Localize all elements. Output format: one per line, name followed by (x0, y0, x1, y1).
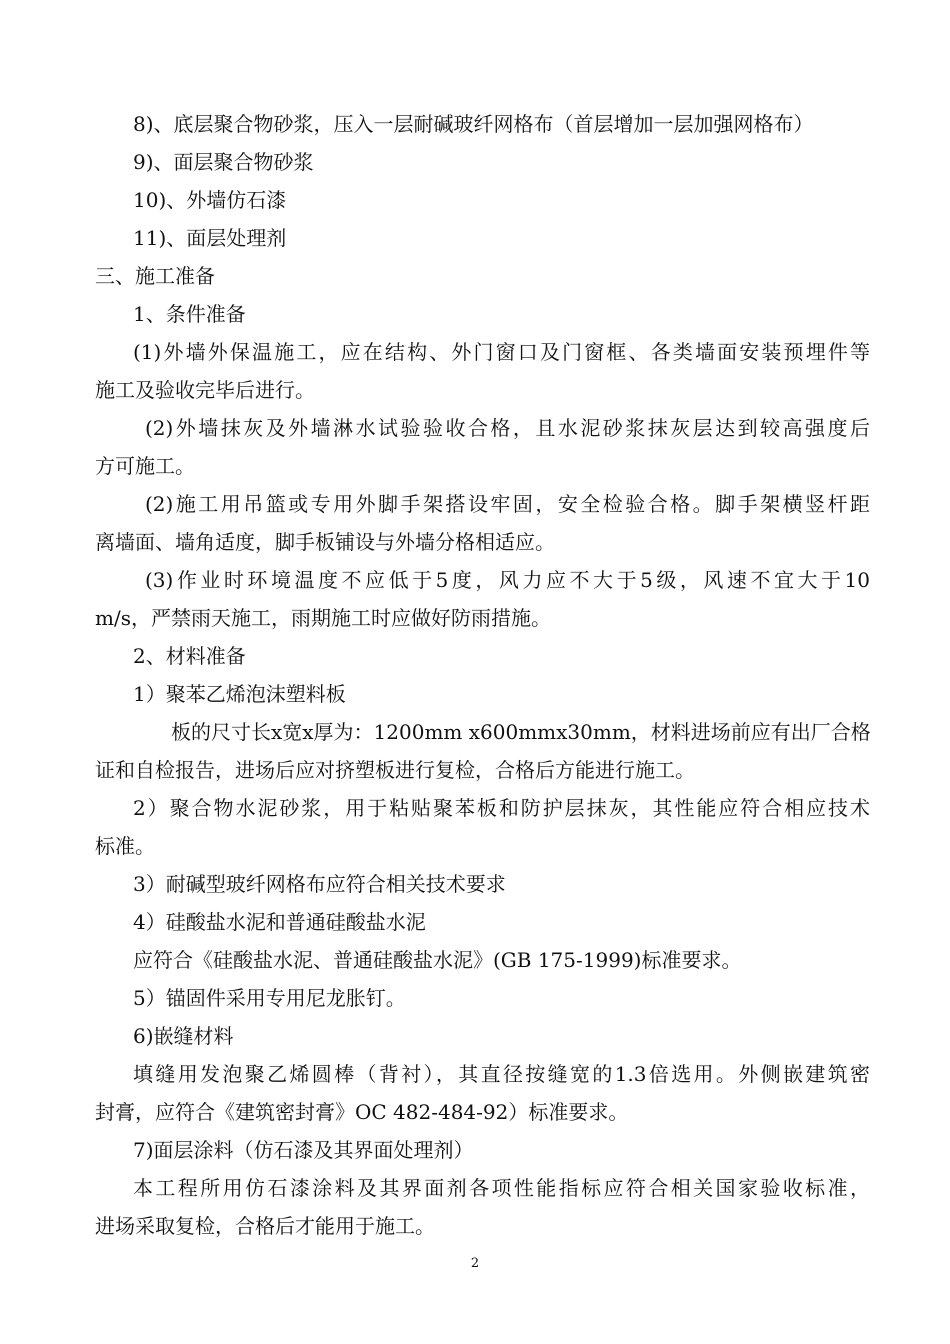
text-line: (3)作业时环境温度不应低于5度，风力应不大于5级，风速不宜大于10 (145, 568, 870, 592)
subsection-heading: 1、条件准备 (133, 302, 246, 326)
text-line: 标准。 (95, 834, 155, 858)
text-line: m/s，严禁雨天施工，雨期施工时应做好防雨措施。 (95, 606, 551, 630)
text-line: 离墙面、墙角适度，脚手板铺设与外墙分格相适应。 (95, 530, 555, 554)
text-line: 7)面层涂料（仿石漆及其界面处理剂） (133, 1138, 474, 1162)
text-line: 板的尺寸长x宽x厚为：1200mm x600mmx30mm，材料进场前应有出厂合格 (171, 720, 871, 744)
text-line: 填缝用发泡聚乙烯圆棒（背衬），其直径按缝宽的1.3倍选用。外侧嵌建筑密 (133, 1062, 870, 1086)
text-line: 本工程所用仿石漆涂料及其界面剂各项性能指标应符合相关国家验收标准， (133, 1176, 870, 1200)
subsection-heading: 2、材料准备 (133, 644, 246, 668)
page-number: 2 (470, 1256, 480, 1271)
text-line: 1）聚苯乙烯泡沫塑料板 (133, 682, 346, 706)
text-line: 方可施工。 (95, 454, 195, 478)
text-line: 3）耐碱型玻纤网格布应符合相关技术要求 (133, 872, 506, 896)
text-line: 8)、底层聚合物砂浆，压入一层耐碱玻纤网格布（首层增加一层加强网格布） (133, 112, 814, 136)
text-line: 11)、面层处理剂 (133, 226, 287, 250)
text-line: (1)外墙外保温施工，应在结构、外门窗口及门窗框、各类墙面安装预埋件等 (133, 340, 870, 364)
text-line: 9)、面层聚合物砂浆 (133, 150, 314, 174)
text-line: 2）聚合物水泥砂浆，用于粘贴聚苯板和防护层抹灰，其性能应符合相应技术 (133, 796, 870, 820)
text-line: 应符合《硅酸盐水泥、普通硅酸盐水泥》(GB 175-1999)标准要求。 (133, 948, 742, 972)
text-line: (2)施工用吊篮或专用外脚手架搭设牢固，安全检验合格。脚手架横竖杆距 (145, 492, 870, 516)
text-line: 5）锚固件采用专用尼龙胀钉。 (133, 986, 406, 1010)
text-line: 施工及验收完毕后进行。 (95, 378, 315, 402)
text-line: 10)、外墙仿石漆 (133, 188, 287, 212)
section-heading: 三、施工准备 (95, 264, 215, 288)
text-line: 封膏，应符合《建筑密封膏》OC 482-484-92）标准要求。 (95, 1100, 629, 1124)
text-line: 进场采取复检，合格后才能用于施工。 (95, 1214, 435, 1238)
text-line: (2)外墙抹灰及外墙淋水试验验收合格，且水泥砂浆抹灰层达到较高强度后 (145, 416, 870, 440)
text-line: 6)嵌缝材料 (133, 1024, 234, 1048)
text-line: 证和自检报告，进场后应对挤塑板进行复检，合格后方能进行施工。 (95, 758, 695, 782)
text-line: 4）硅酸盐水泥和普通硅酸盐水泥 (133, 910, 426, 934)
